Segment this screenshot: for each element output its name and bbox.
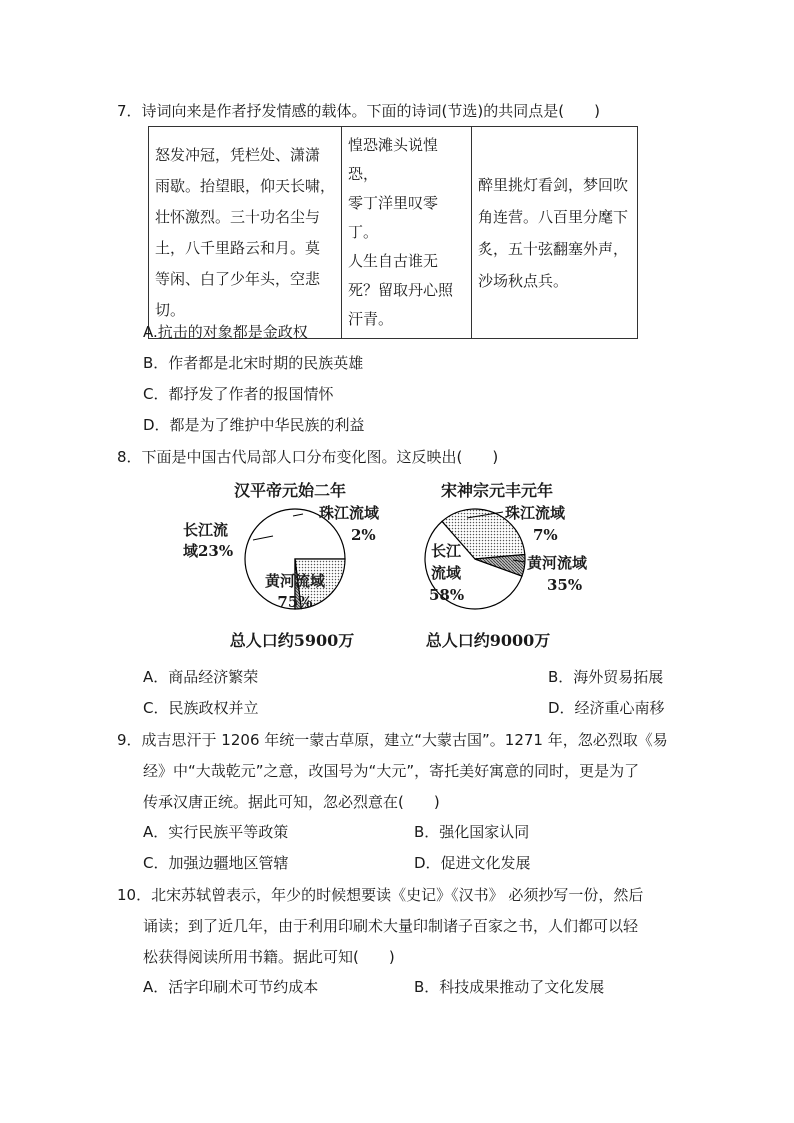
poem-line: 汗青。 [348,310,394,328]
poem-line: 惶恐滩头说惶恐， [348,136,439,183]
poem-cell-1 [149,127,342,339]
q8-option-a[interactable]: A．商品经济繁荣 [143,668,259,686]
chart1-label-yellow-pct: 75% [277,593,313,611]
q9-option-d[interactable]: D．促进文化发展 [414,854,531,872]
chart1-label-yangtze-2: 域23% [183,542,234,560]
q8-stem: 8．下面是中国古代局部人口分布变化图。这反映出( ) [117,448,499,466]
q7-option-b[interactable]: B．作者都是北宋时期的民族英雄 [143,354,364,372]
q8-option-c[interactable]: C．民族政权并立 [143,699,259,717]
q7-stem: 7．诗词向来是作者抒发情感的载体。下面的诗词(节选)的共同点是( ) [117,102,600,120]
q10-stem-line-2: 诵读；到了近几年，由于利用印刷术大量印制诸子百家之书，人们都可以轻 [143,917,639,935]
chart2-label-yellow: 黄河流域 [527,554,588,572]
poem-line: 雨歇。抬望眼，仰天长啸， [155,176,336,195]
q9-option-b[interactable]: B．强化国家认同 [414,823,530,841]
poem-line: 等闲、白了少年头，空悲 [155,269,321,288]
q10-stem-line-1: 10．北宋苏轼曾表示，年少的时候想要读《史记》《汉书》 必须抄写一份，然后 [117,886,644,904]
q9-stem-line-3: 传承汉唐正统。据此可知，忽必烈意在( ) [143,793,440,811]
q8-option-b[interactable]: B．海外贸易拓展 [548,668,664,686]
chart1-footer: 总人口约5900万 [229,631,355,650]
poem-line: 炙，五十弦翻塞外声， [478,239,629,258]
q10-option-b[interactable]: B．科技成果推动了文化发展 [414,978,605,996]
poem-line: 壮怀激烈。三十功名尘与 [155,207,321,226]
q9-option-c[interactable]: C．加强边疆地区管辖 [143,854,289,872]
population-pie-charts [175,476,615,652]
poem-line: 零丁洋里叹零丁。 [348,194,439,241]
chart1-title: 汉平帝元始二年 [233,481,347,500]
poem-line: 沙场秋点兵。 [478,271,569,290]
poem-table [148,126,638,339]
poem-line: 醉里挑灯看剑，梦回吹 [478,175,629,194]
chart2-label-pearl: 珠江流域 [505,504,566,522]
chart2-label-pearl-pct: 7% [533,526,558,544]
q10-option-a[interactable]: A．活字印刷术可节约成本 [143,978,319,996]
poem-line: 切。 [155,300,186,319]
chart2-label-yangtze-pct: 58% [429,586,465,604]
poem-line: 死？留取丹心照 [348,281,454,299]
q9-stem-line-1: 9．成吉思汗于 1206 年统一蒙古草原，建立“大蒙古国”。1271 年，忽必烈取《易 [117,731,668,749]
q10-stem-line-3: 松获得阅读所用书籍。据此可知( ) [143,948,395,966]
q8-option-d[interactable]: D．经济重心南移 [548,699,665,717]
q9-option-a[interactable]: A．实行民族平等政策 [143,823,289,841]
poem-line: 土，八千里路云和月。莫 [155,238,321,257]
chart2-label-yellow-pct: 35% [547,576,583,594]
chart1-label-pearl: 珠江流域 [319,504,380,522]
chart2-label-yangtze-2: 流域 [431,564,462,582]
chart2-label-yangtze-1: 长江 [431,542,462,560]
poem-line: 人生自古谁无 [348,252,439,270]
poem-line: 角连营。八百里分麾下 [478,207,629,226]
chart2-title: 宋神宗元丰元年 [440,481,554,500]
q7-option-c[interactable]: C．都抒发了作者的报国情怀 [143,385,334,403]
poem-cell-2 [342,127,472,339]
q7-option-d[interactable]: D．都是为了维护中华民族的利益 [143,416,365,434]
chart1-label-yellow: 黄河流域 [264,572,326,590]
q9-stem-line-2: 经》中“大哉乾元”之意，改国号为“大元”，寄托美好寓意的同时，更是为了 [143,762,640,780]
q7-option-a[interactable]: A.抗击的对象都是金政权 [143,323,308,341]
chart1-label-yangtze-1: 长江流 [183,521,229,539]
poem-line: 怒发冲冠，凭栏处、潇潇 [155,145,321,164]
chart2-footer: 总人口约9000万 [425,631,551,650]
chart1-label-pearl-pct: 2% [351,526,376,544]
poem-cell-3 [472,127,638,339]
